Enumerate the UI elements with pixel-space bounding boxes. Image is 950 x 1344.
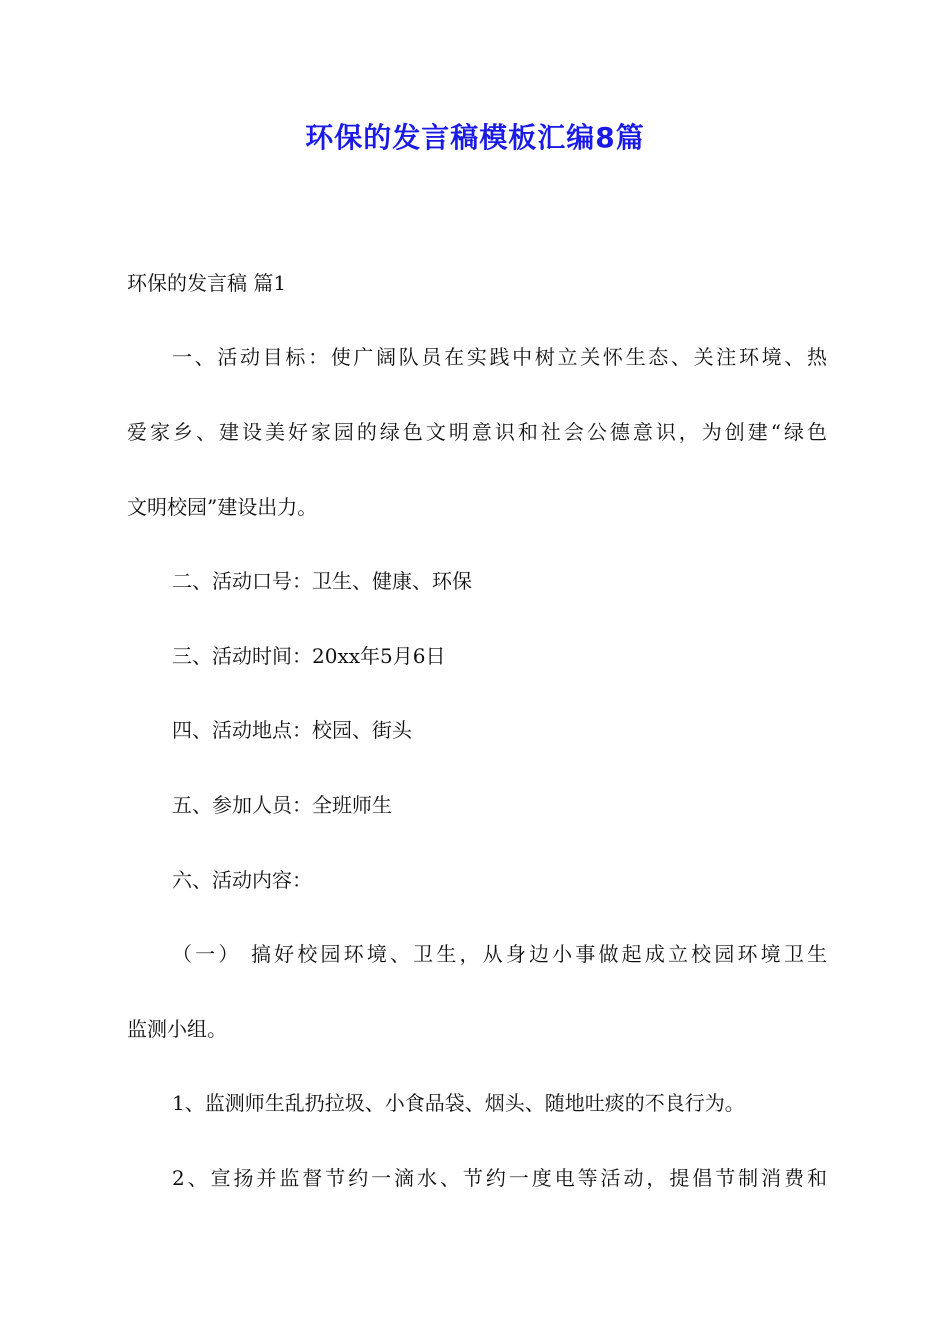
paragraph-line: 监测小组。	[127, 1017, 227, 1041]
paragraph-line: （一） 搞好校园环境、卫生，从身边小事做起成立校园环境卫生	[172, 942, 827, 966]
paragraph-line: 1、监测师生乱扔拉圾、小食品袋、烟头、随地吐痰的不良行为。	[172, 1091, 745, 1115]
paragraph-line: 三、活动时间：20xx年5月6日	[172, 644, 446, 668]
paragraph-line: 爱家乡、建设美好家园的绿色文明意识和社会公德意识，为创建“绿色	[127, 420, 827, 444]
paragraph-line: 五、参加人员：全班师生	[172, 793, 392, 817]
paragraph-line: 一、活动目标：使广阔队员在实践中树立关怀生态、关注环境、热	[172, 345, 827, 369]
document-title: 环保的发言稿模板汇编8篇	[305, 121, 645, 154]
section-heading: 环保的发言稿 篇1	[127, 271, 287, 295]
paragraph-line: 文明校园”建设出力。	[127, 495, 318, 519]
paragraph-line: 2、宣扬并监督节约一滴水、节约一度电等活动，提倡节制消费和	[172, 1166, 827, 1190]
paragraph-line: 六、活动内容：	[172, 868, 312, 892]
paragraph-line: 二、活动口号：卫生、健康、环保	[172, 569, 472, 593]
paragraph-line: 四、活动地点：校园、街头	[172, 718, 412, 742]
